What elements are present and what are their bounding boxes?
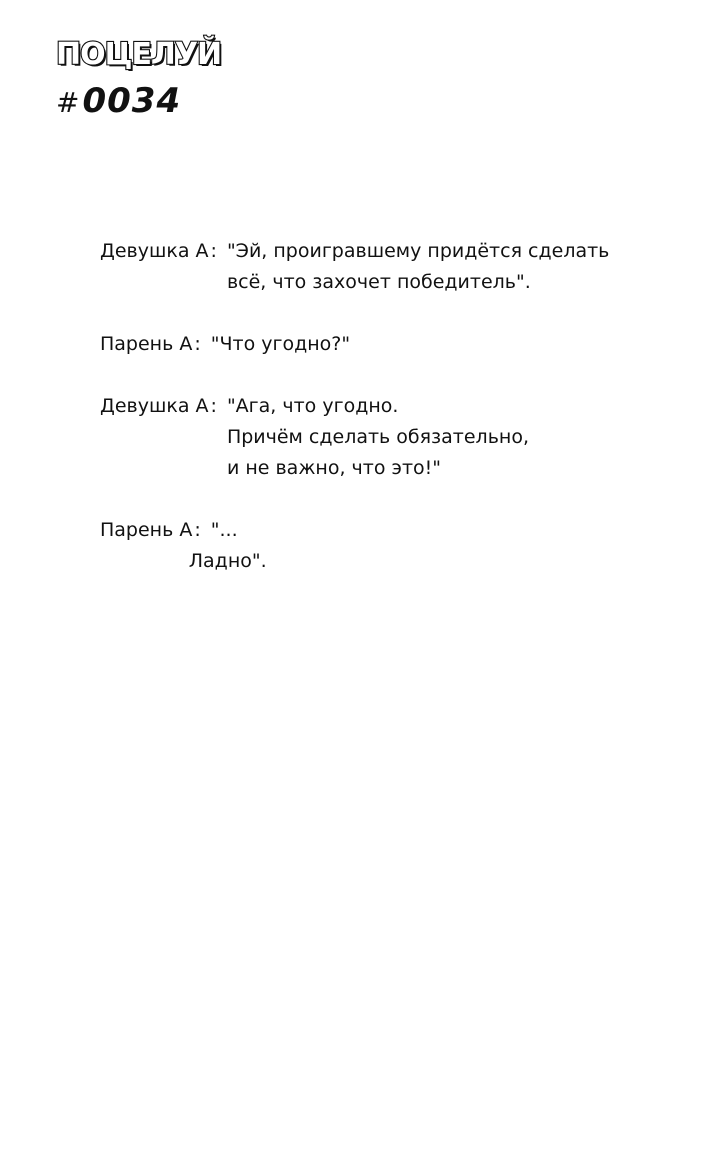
- speaker-label: Девушка А :: [100, 395, 217, 417]
- chapter-number: [56, 81, 182, 121]
- dialogue-entry: [100, 391, 660, 484]
- chapter-title: ПОЦЕЛУЙ: [56, 37, 222, 72]
- dialogue-line: Причём сделать обязательно,: [226, 426, 529, 448]
- dialogue-entry: [100, 515, 660, 577]
- dialogue-line: "Эй, проигравшему придётся сделать: [226, 240, 610, 262]
- dialogue-line: Ладно".: [188, 550, 267, 572]
- dialogue-line: и не важно, что это!": [226, 457, 441, 479]
- hash-symbol: #: [56, 86, 81, 119]
- dialogue-entry: [100, 236, 660, 298]
- dialogue-block: [100, 236, 660, 608]
- speaker-label: Парень А :: [100, 519, 201, 541]
- speaker-label: Девушка А :: [100, 240, 217, 262]
- dialogue-line: всё, что захочет победитель".: [226, 271, 531, 293]
- dialogue-line: "Ага, что угодно.: [226, 395, 399, 417]
- speaker-label: Парень А :: [100, 333, 201, 355]
- dialogue-line: "...: [210, 519, 238, 541]
- dialogue-line: "Что угодно?": [210, 333, 351, 355]
- dialogue-lines: [227, 236, 609, 298]
- dialogue-lines: [188, 515, 267, 577]
- dialogue-entry: [100, 329, 660, 360]
- dialogue-lines: [227, 391, 529, 484]
- chapter-number-value: 0034: [82, 81, 182, 121]
- dialogue-lines: [211, 329, 350, 360]
